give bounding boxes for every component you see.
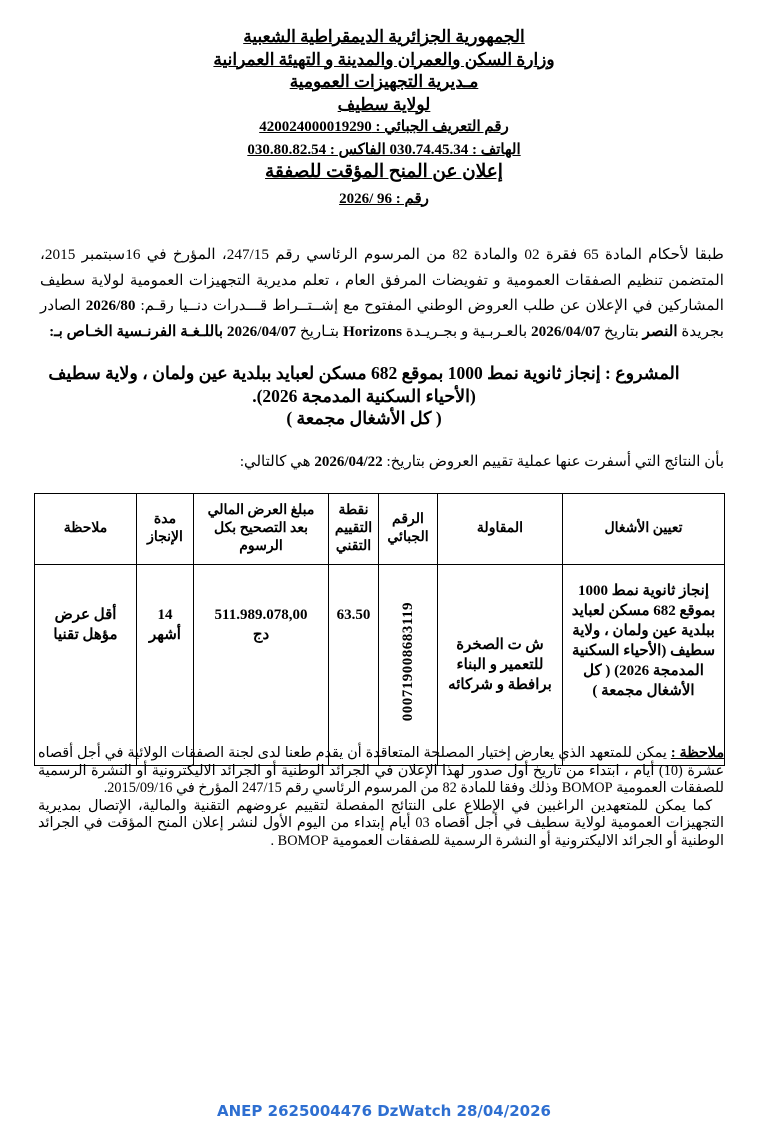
header-ministry: وزارة السكن والعمران والمدينة و التهيئة العمرانية	[213, 49, 555, 69]
project-line-3: ( كل الأشغال مجمعة )	[286, 408, 442, 428]
header-directorate: مـديرية التجهيزات العمومية	[289, 72, 479, 91]
cell-score: 63.50	[329, 565, 379, 766]
footer-reference: ANEP 2625004476 DzWatch 28/04/2026	[217, 1102, 551, 1120]
announcement-number: رقم : 96 /2026	[339, 190, 429, 207]
intro-text-2: الصادر بجريدة	[40, 297, 724, 340]
header-duration: مدة الإنجاز	[137, 494, 194, 565]
header-wilaya: لولاية سطيف	[337, 94, 431, 114]
footer	[0, 1102, 768, 1121]
header-phone-fax: الهاتف : 030.74.45.34 الفاكس : 030.80.82.54	[247, 141, 521, 158]
results-table	[34, 493, 725, 766]
newspaper-french: Horizons	[342, 322, 402, 340]
header-score: نقطة التقييم التقني	[329, 494, 379, 565]
tax-id-vertical: 000719008683119	[400, 602, 416, 722]
duration-value: 14	[157, 607, 173, 623]
project-title	[40, 362, 688, 430]
letterhead	[0, 26, 768, 210]
announcement-title: إعلان عن المنح المؤقت للصفقة	[265, 162, 503, 182]
header-amount: مبلغ العرض المالي بعد التصحيح بكل الرسوم	[194, 494, 329, 565]
table-row	[35, 565, 725, 766]
header-remark: ملاحظة	[35, 494, 137, 565]
header-tax-id: الرقم الجبائي	[379, 494, 438, 565]
amount-value: 511.989.078,00	[214, 607, 308, 623]
intro-text-5: بتـاريخ	[296, 322, 343, 340]
header-tax-id: رقم التعريف الجبائي : 420024000019290	[259, 119, 509, 135]
intro-text-1: طبقا لأحكام المادة 65 فقرة 02 والمادة 82 من المرسوم الرئاسي رقم 247/15، المؤرخ في 16سبتمبر 2015، المتضمن تنظيم الصفقات العمومية و تفويضات المرفق العام ، تعلم مديرية التجهيزات العمومية لولاية سطيف المشاركين في الإعلان عن طلب العروض الوطني المفتوح مع إشــتــراط قـــدرات دنــيا رقـم:	[40, 246, 725, 314]
cell-duration	[137, 565, 194, 766]
note-text-1: يمكن للمتعهد الذي يعارض إختيار المصلحة المتعاقدة أن يقدم طعنا لدى لجنة الصفقات الولائية في أجل أقصاه عشرة (10) أيام ، ابتداء من تاريخ أول صدور لهذا الإعلان في الجرائد الوطنية أو الجرائد الاليكترونية أو النشرة الرسمية للصفقات العمومية BOMOP وذلك وفقا للمادة 82 من المرسوم الرئاسي رقم 247/15 المؤرخ في 2015/09/16.	[38, 745, 724, 796]
newspaper-arabic: النصر	[642, 322, 678, 340]
intro-text-6: باللـغـة الفرنـسية الخـاص بـ:	[49, 322, 227, 340]
note-label: ملاحظة :	[670, 745, 724, 761]
results-text: بأن النتائج التي أسفرت عنها عملية تقييم العروض بتاريخ:	[382, 454, 724, 470]
project-line-1: المشروع : إنجاز ثانوية نمط 1000 بموقع 682 مسكن لعبايد ببلدية عين ولمان ، ولاية سطيف	[48, 363, 680, 383]
cell-remark: أقل عرض مؤهل تقنيا	[35, 565, 137, 766]
results-suffix: هي كالتالي:	[239, 454, 315, 470]
notes-section	[38, 745, 724, 850]
note-paragraph-1	[38, 745, 724, 798]
amount-currency: دج	[252, 627, 270, 643]
header-republic: الجمهورية الجزائرية الديمقراطية الشعبية	[243, 27, 525, 46]
project-line-2: (الأحياء السكنية المدمجة 2026).	[252, 385, 476, 406]
tender-number: 2026/80	[85, 297, 136, 314]
cell-contractor: ش ت الصخرة للتعمير و البناء برافطة و شركائه	[438, 565, 563, 766]
header-contractor: المقاولة	[438, 494, 563, 565]
intro-text-4: بالعـربـية و بجـريـدة	[402, 322, 532, 340]
table-header-row	[35, 494, 725, 565]
intro-paragraph	[40, 242, 724, 344]
cell-amount	[194, 565, 329, 766]
intro-text-3: بتاريخ	[600, 322, 643, 340]
duration-unit: أشهر	[149, 627, 181, 643]
cell-works: إنجاز ثانوية نمط 1000 بموقع 682 مسكن لعبايد ببلدية عين ولمان ، ولاية سطيف (الأحياء السكنية المدمجة 2026) ( كل الأشغال مجمعة )	[563, 565, 725, 766]
results-intro	[40, 452, 724, 471]
cell-tax-id	[379, 565, 438, 766]
publication-date-arabic: 2026/04/07	[531, 322, 601, 340]
note-paragraph-2: كما يمكن للمتعهدين الراغبين في الإطلاع على النتائج المفصلة لتقييم عروضهم التقنية والمالية، الإتصال بمديرية التجهيزات العمومية لولاية سطيف في أجل أقصاه 03 أيام إبتداء من اليوم الأول لنشر إعلان المنح المؤقت في الجرائد الوطنية أو الجرائد الاليكترونية أو النشرة الرسمية للصفقات العمومية BOMOP .	[38, 797, 724, 849]
publication-date-french: 2026/04/07	[226, 322, 297, 340]
header-works: تعيين الأشغال	[563, 494, 725, 565]
evaluation-date: 2026/04/22	[314, 454, 383, 470]
